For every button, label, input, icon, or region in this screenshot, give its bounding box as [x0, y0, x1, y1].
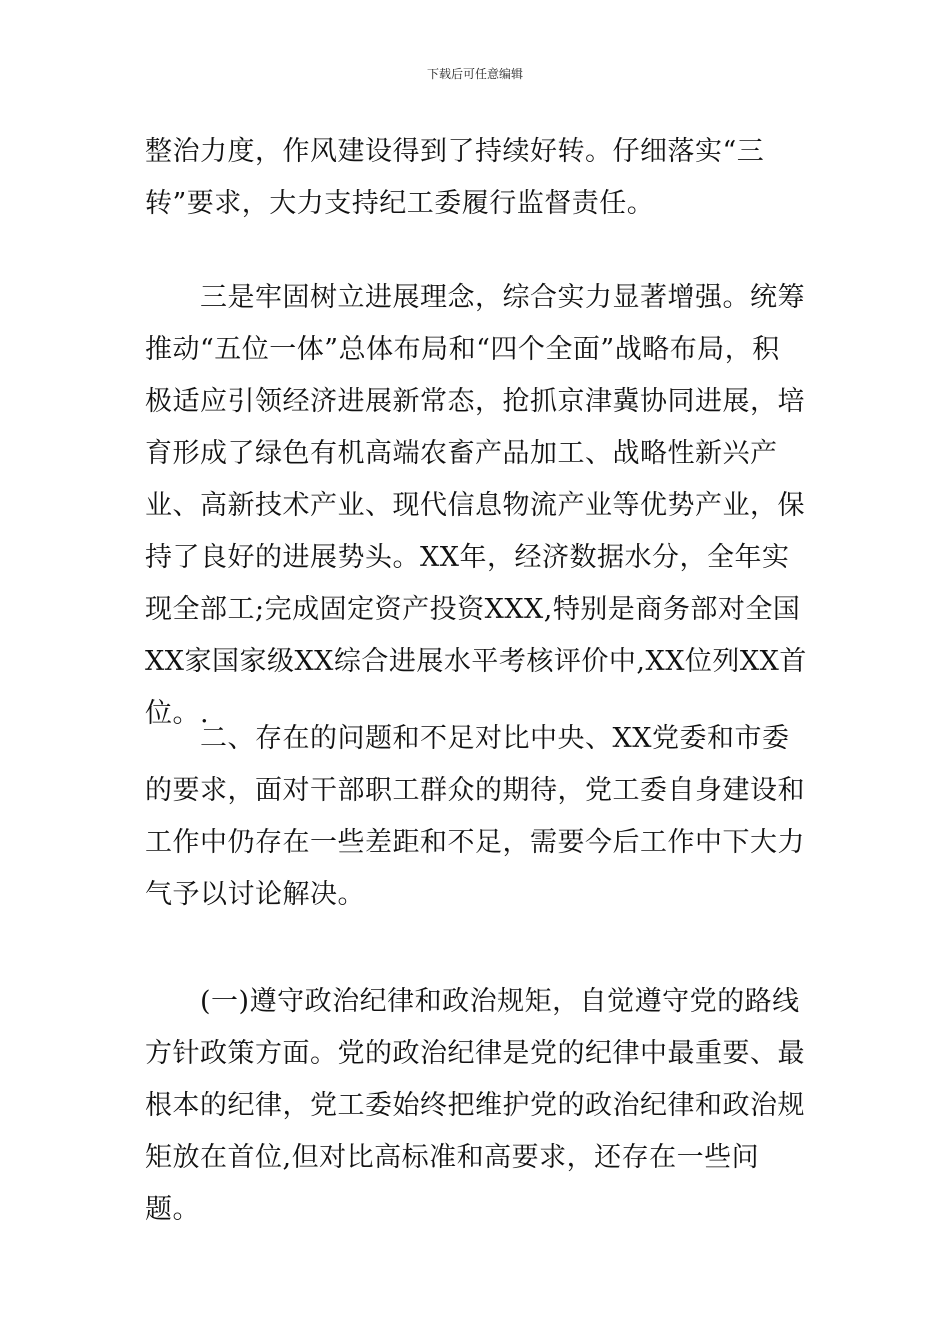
paragraph-problems-heading: 二、存在的问题和不足对比中央、XX党委和市委的要求，面对干部职工群众的期待，党工委自身建设和工作中仍存在一些差距和不足，需要今后工作中下大力气予以讨论解决。 [145, 723, 805, 910]
paragraph-style-work: 整治力度，作风建设得到了持续好转。仔细落实“三转”要求，大力支持纪工委履行监督责任。 [145, 136, 765, 219]
paragraph-development-concept: 三是牢固树立进展理念，综合实力显著增强。统筹推动“五位一体”总体布局和“四个全面”战略布局，积极适应引领经济进展新常态，抢抓京津冀协同进展，培育形成了绿色有机高端农畜产品加工、战略性新兴产业、高新技术产业、现代信息物流产业等优势产业，保持了良好的进展势头。XX年，经济数据水分，全年实现全部工;完成固定资产投资XXX,特别是商务部对全国XX家国家级XX综合进展水平考核评价中,XX位列XX首位。. [145, 282, 807, 729]
header-note: 下载后可任意编辑 [426, 67, 523, 81]
paragraph-political-discipline: (一)遵守政治纪律和政治规矩，自觉遵守党的路线方针政策方面。党的政治纪律是党的纪律中最重要、最根本的纪律，党工委始终把维护党的政治纪律和政治规矩放在首位,但对比高标准和高要求，还存在一些问题。 [145, 986, 805, 1225]
